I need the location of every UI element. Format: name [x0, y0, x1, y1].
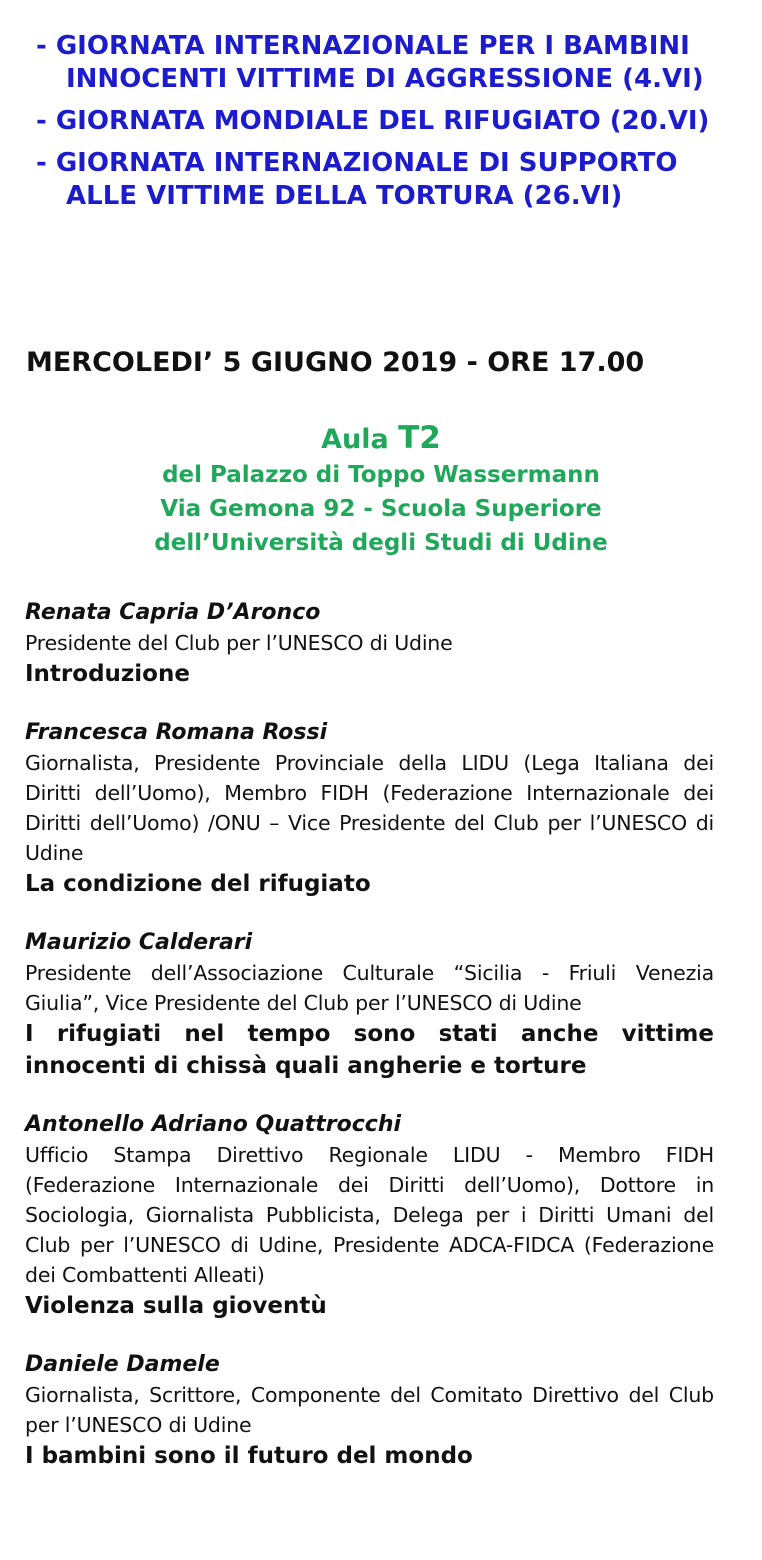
speaker-talk-title: La condizione del rifugiato: [25, 871, 371, 897]
venue-line-building: del Palazzo di Toppo Wassermann: [162, 462, 600, 488]
event-datetime: MERCOLEDI’ 5 GIUGNO 2019 - ORE 17.00: [26, 347, 645, 378]
speaker-role: Presidente dell’Associazione Culturale “Sicilia - Friuli Venezia Giulia”, Vice Presidente del Club per l’UNESCO di Udine: [25, 961, 714, 1015]
speaker-item: [25, 1109, 714, 1322]
speaker-name: Francesca Romana Rossi: [25, 720, 328, 745]
venue-line-institution: dell’Università degli Studi di Udine: [154, 530, 608, 556]
venue-line-address: Via Gemona 92 - Scuola Superiore: [160, 496, 602, 522]
event-item: - GIORNATA MONDIALE DEL RIFUGIATO (20.VI): [36, 106, 710, 136]
event-item: - GIORNATA INTERNAZIONALE PER I BAMBINI INNOCENTI VITTIME DI AGGRESSIONE (4.VI): [36, 31, 704, 94]
speaker-role: Giornalista, Scrittore, Componente del Comitato Direttivo del Club per l’UNESCO di Udine: [25, 1383, 714, 1437]
speaker-item: [25, 717, 714, 900]
speaker-item: [25, 1349, 714, 1472]
speaker-role: Presidente del Club per l’UNESCO di Udine: [25, 631, 453, 655]
venue-room-code: T2: [398, 420, 441, 456]
speaker-item: [25, 597, 714, 690]
venue-block: [0, 420, 762, 560]
speaker-talk-title: I rifugiati nel tempo sono stati anche vittime innocenti di chissà quali angherie e torture: [25, 1021, 714, 1079]
event-list: [36, 30, 716, 222]
speaker-name: Daniele Damele: [25, 1352, 220, 1377]
speaker-talk-title: I bambini sono il futuro del mondo: [25, 1443, 473, 1469]
speaker-role: Giornalista, Presidente Provinciale della LIDU (Lega Italiana dei Diritti dell’Uomo), Membro FIDH (Federazione Internazionale dei Diritti dell’Uomo) /ONU – Vice Presidente del Club per l’UNESCO di Udine: [25, 751, 714, 865]
speaker-list: [25, 597, 714, 1499]
speaker-talk-title: Violenza sulla gioventù: [25, 1293, 327, 1319]
speaker-name: Renata Capria D’Aronco: [25, 600, 321, 625]
event-item: - GIORNATA INTERNAZIONALE DI SUPPORTO ALLE VITTIME DELLA TORTURA (26.VI): [36, 148, 678, 211]
speaker-item: [25, 927, 714, 1082]
speaker-talk-title: Introduzione: [25, 661, 190, 687]
speaker-name: Maurizio Calderari: [25, 930, 253, 955]
venue-aula-label: Aula: [321, 424, 389, 455]
speaker-name: Antonello Adriano Quattrocchi: [25, 1112, 402, 1137]
venue-room: [0, 420, 762, 458]
speaker-role: Ufficio Stampa Direttivo Regionale LIDU - Membro FIDH (Federazione Internazionale dei Diritti dell’Uomo), Dottore in Sociologia, Giornalista Pubblicista, Delega per i Diritti Umani del Club per l’UNESCO di Udine, Presidente ADCA-FIDCA (Federazione dei Combattenti Alleati): [25, 1143, 714, 1287]
